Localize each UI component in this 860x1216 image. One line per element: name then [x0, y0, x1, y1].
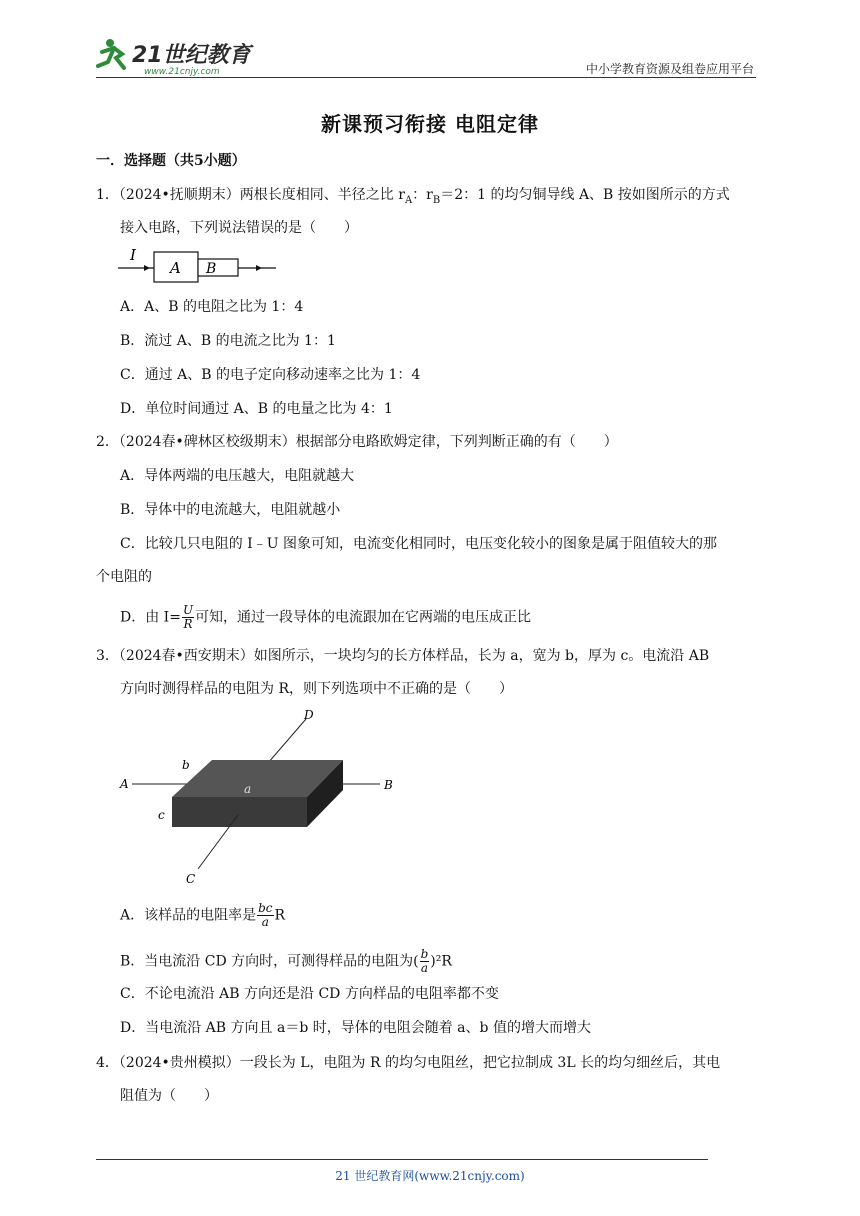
logo [96, 34, 266, 78]
current-label: I [130, 246, 136, 264]
section-heading: 一．选择题（共5小题） [96, 153, 246, 169]
fraction-b-over-a: $\frac{b}{a}$ [420, 947, 429, 975]
q2-option-b[interactable]: B．导体中的电流越大，电阻就越小 [120, 502, 341, 518]
q1-option-b[interactable]: B．流过 A、B 的电流之比为 1：1 [120, 333, 336, 349]
header-divider [96, 77, 756, 78]
logo-text: 21世纪教育 [132, 43, 251, 68]
footer-divider [96, 1159, 708, 1160]
wire-b-label: B [206, 261, 217, 277]
fraction-bc-over-a: $\frac{bc}{a}$ [258, 901, 273, 929]
label-b: b [182, 758, 190, 772]
question-3-figure [116, 705, 406, 891]
q1-option-d[interactable]: D．单位时间通过 A、B 的电量之比为 4：1 [120, 401, 393, 417]
label-C: C [186, 872, 196, 886]
q3-option-c[interactable]: C．不论电流沿 AB 方向还是沿 CD 方向样品的电阻率都不变 [120, 986, 499, 1002]
label-D: D [304, 708, 314, 722]
q2-option-d[interactable]: D．由 I= $\frac{U}{R}$ 可知，通过一段导体的电流跟加在它两端的电压成正比 [120, 603, 532, 631]
wire-a-label: A [170, 259, 181, 277]
label-a: a [244, 782, 252, 796]
page-title: 新课预习衔接 电阻定律 [321, 112, 539, 136]
q1-option-c[interactable]: C．通过 A、B 的电子定向移动速率之比为 1：4 [120, 367, 421, 383]
question-4-line1: 4．（2024•贵州模拟）一段长为 L，电阻为 R 的均匀电阻丝，把它拉制成 3L 长的均匀细丝后，其电 [96, 1055, 721, 1071]
question-2-line1: 2．（2024春•碑林区校级期末）根据部分电路欧姆定律，下列判断正确的有（ ） [96, 434, 618, 450]
logo-url: www.21cnjy.com [144, 67, 220, 77]
question-3-line1: 3．（2024春•西安期末）如图所示，一块均匀的长方体样品，长为 a，宽为 b，厚为 c。电流沿 AB [96, 648, 710, 664]
question-1-line1: 1．（2024•抚顺期末）两根长度相同、半径之比 $r_A$：$r_B=2$：1 的均匀铜导线 A、B 按如图所示的方式 [96, 187, 730, 206]
q3-option-d[interactable]: D．当电流沿 AB 方向且 a＝b 时，导体的电阻会随着 a、b 值的增大而增大 [120, 1020, 591, 1036]
fraction-u-over-r: $\frac{U}{R}$ [182, 603, 194, 631]
q2-option-c[interactable]: C．比较几只电阻的 I﹣U 图象可知，电流变化相同时，电压变化较小的图象是属于阻值较大的那 [120, 536, 717, 552]
q3-option-a[interactable]: A．该样品的电阻率是 $\frac{bc}{a}$ R [120, 901, 286, 929]
question-1-figure [116, 244, 286, 290]
label-B: B [384, 778, 393, 792]
footer-text[interactable]: 21 世纪教育网(www.21cnjy.com) [335, 1169, 525, 1183]
question-3-line2: 方向时测得样品的电阻为 R，则下列选项中不正确的是（ ） [120, 681, 513, 697]
label-A: A [120, 777, 129, 791]
label-c: c [158, 808, 165, 822]
header-platform-text: 中小学教育资源及组卷应用平台 [585, 62, 754, 76]
question-4-line2: 阻值为（ ） [120, 1088, 218, 1104]
q1-option-a[interactable]: A．A、B 的电阻之比为 1：4 [120, 299, 304, 315]
question-1-line2: 接入电路，下列说法错误的是（ ） [120, 220, 358, 236]
q2-option-a[interactable]: A．导体两端的电压越大，电阻就越大 [120, 468, 355, 484]
q3-option-b[interactable]: B．当电流沿 CD 方向时，可测得样品的电阻为( $\frac{b}{a}$ )²R [120, 947, 452, 975]
q2-option-c-continued: 个电阻的 [96, 569, 152, 585]
